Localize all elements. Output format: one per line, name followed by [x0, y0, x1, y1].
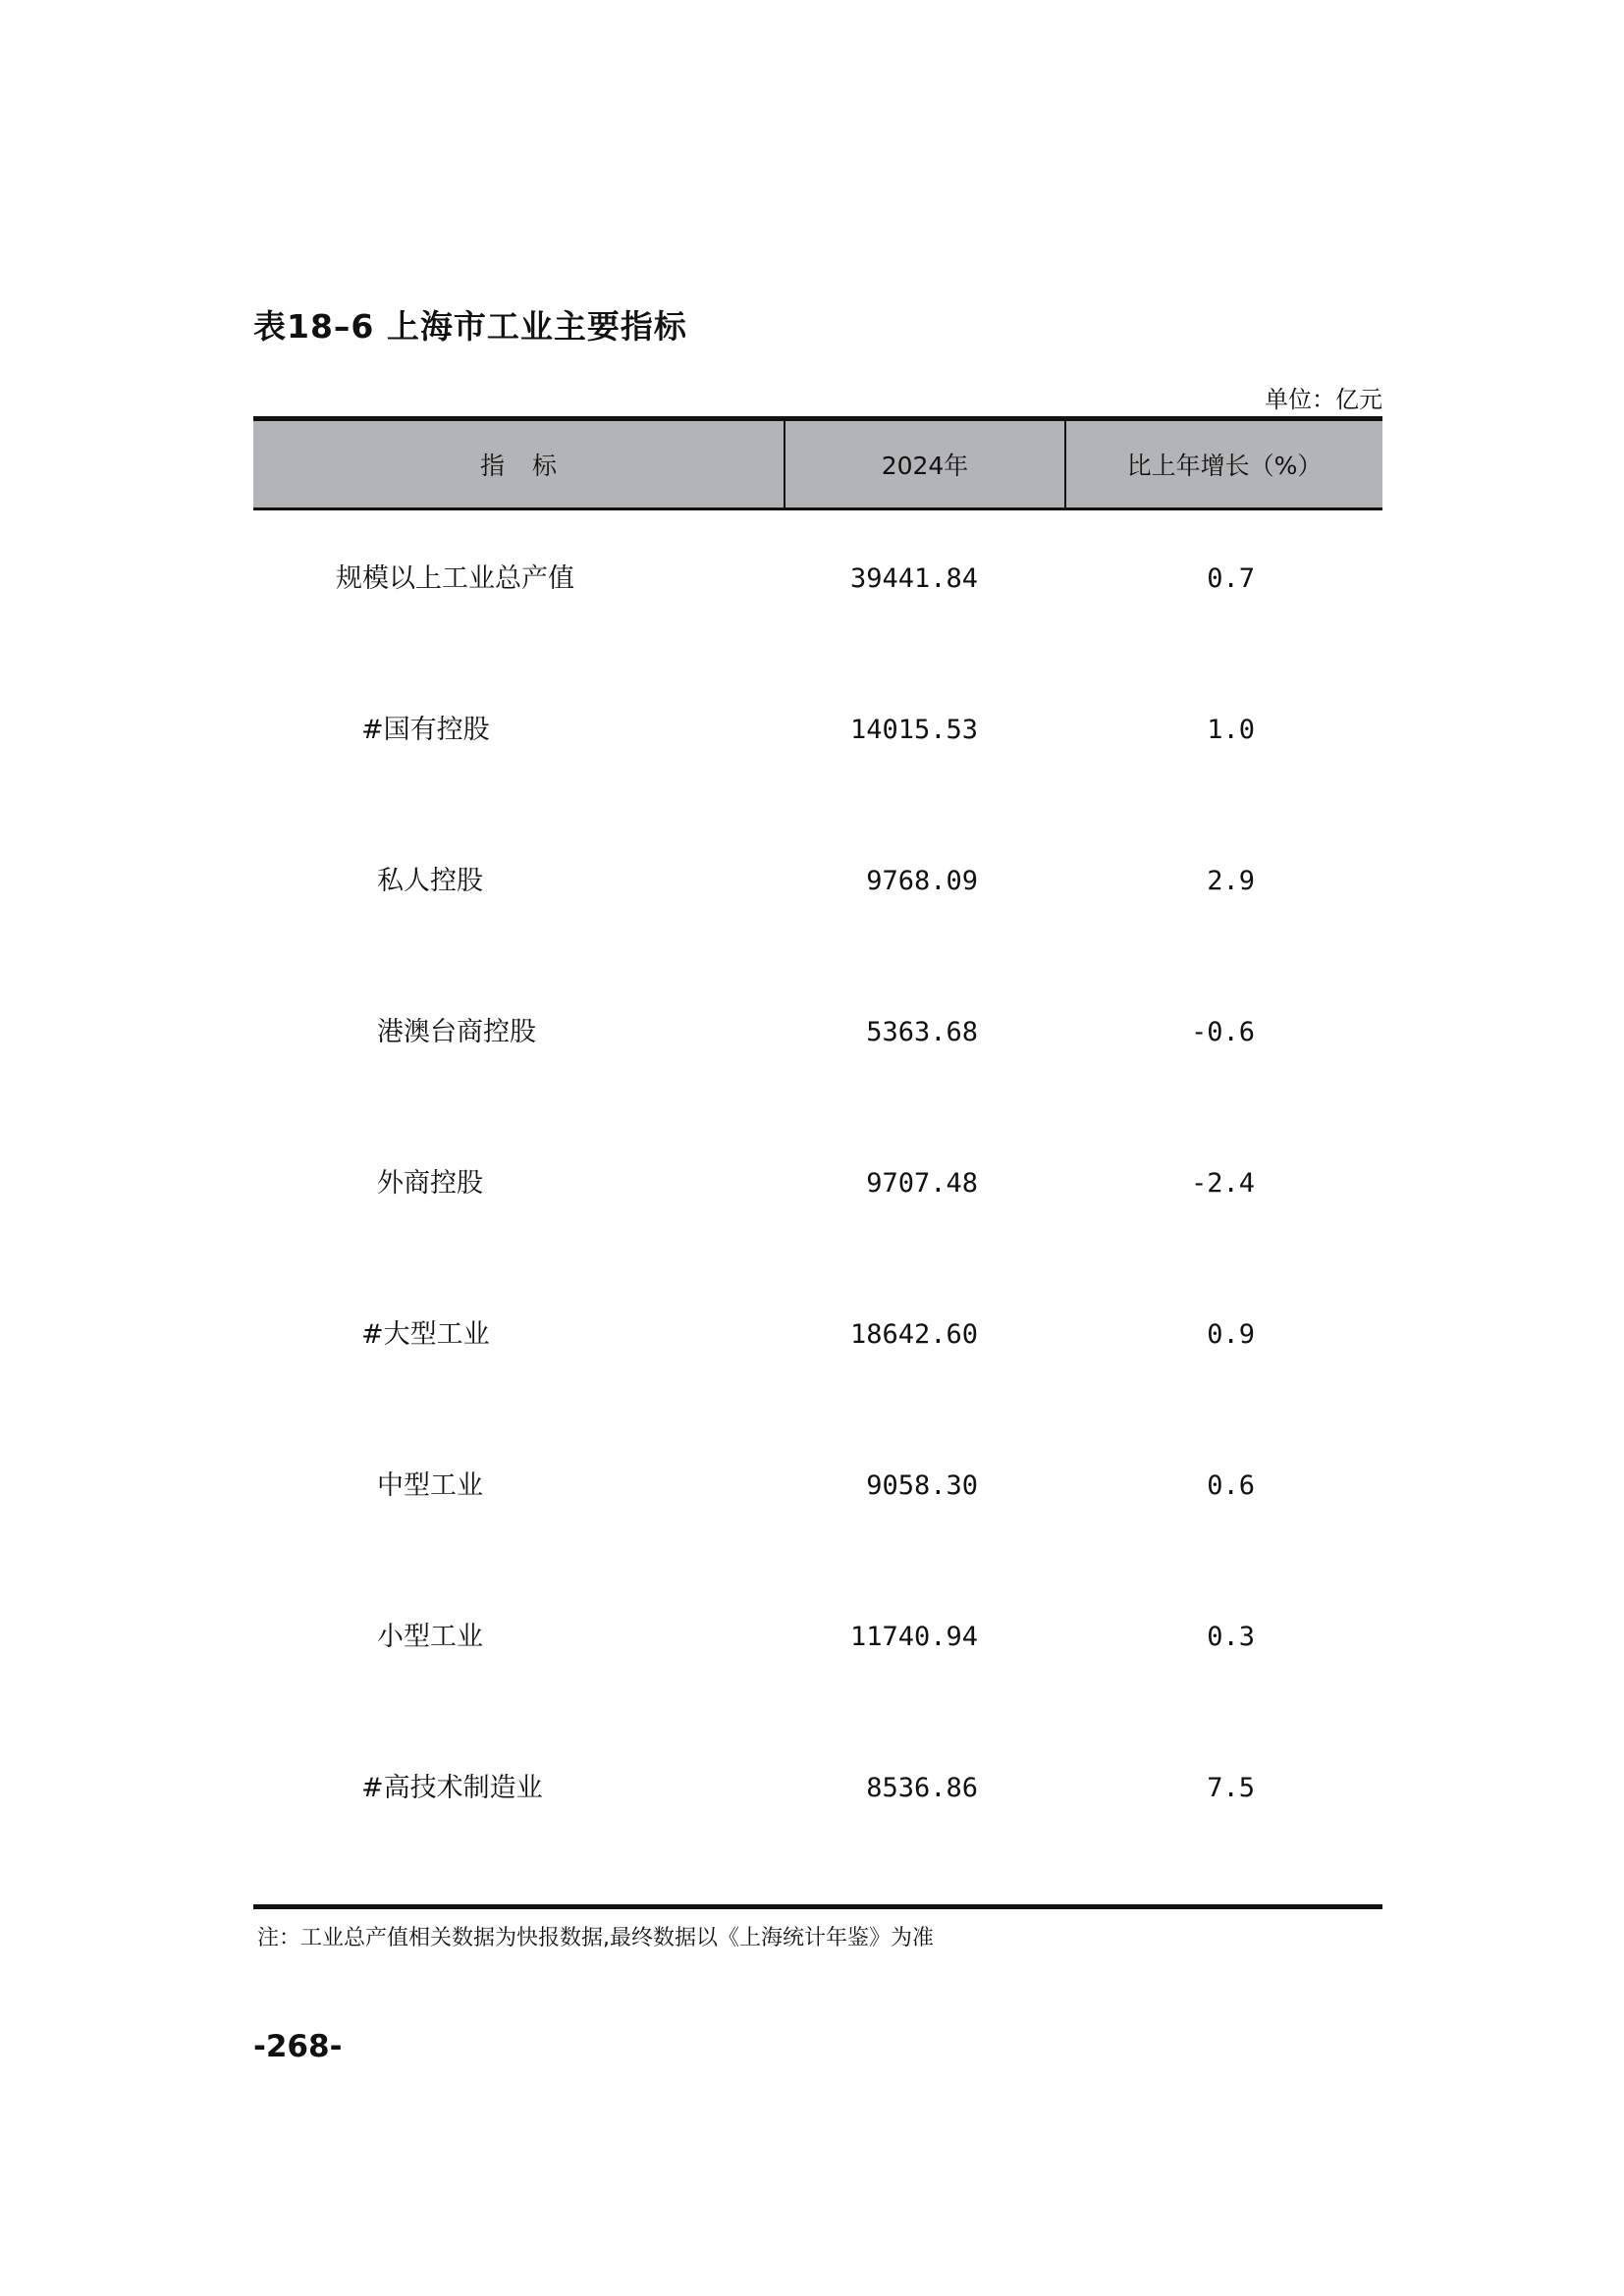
indicator-cell: 中型工业: [377, 1470, 483, 1501]
table-row: [253, 857, 1382, 1008]
value-cell: 14015.53: [849, 715, 978, 745]
indicator-cell: 外商控股: [377, 1168, 483, 1199]
growth-cell: 0.7: [1207, 563, 1255, 594]
growth-cell: 0.9: [1207, 1319, 1255, 1350]
indicator-cell: #高技术制造业: [361, 1773, 543, 1803]
value-cell: 18642.60: [849, 1319, 978, 1350]
header-year: 2024年: [785, 421, 1066, 507]
table-row: [253, 706, 1382, 857]
growth-cell: -2.4: [1190, 1168, 1255, 1199]
indicator-cell: #大型工业: [361, 1319, 490, 1350]
value-cell: 9768.09: [866, 866, 978, 896]
footnote: 注：工业总产值相关数据为快报数据,最终数据以《上海统计年鉴》为准: [257, 1926, 934, 1950]
table-row: [253, 1310, 1382, 1462]
page-title: 表18–6 上海市工业主要指标: [253, 307, 687, 346]
growth-cell: 1.0: [1207, 715, 1255, 745]
indicator-cell: 规模以上工业总产值: [336, 563, 574, 594]
header-growth: 比上年增长（%）: [1126, 452, 1323, 480]
table-bottom-rule: [253, 1904, 1382, 1909]
growth-cell: 0.6: [1207, 1470, 1255, 1501]
growth-cell: 2.9: [1207, 866, 1255, 896]
growth-cell: 0.3: [1207, 1622, 1255, 1652]
value-cell: 8536.86: [866, 1773, 978, 1803]
indicator-cell: 私人控股: [377, 866, 483, 896]
value-cell: 9058.30: [866, 1470, 978, 1501]
value-cell: 5363.68: [866, 1017, 978, 1047]
unit-label: 单位：亿元: [1265, 386, 1382, 413]
growth-cell: -0.6: [1190, 1017, 1255, 1047]
indicator-cell: #国有控股: [361, 715, 490, 745]
table-row: [253, 555, 1382, 706]
header-indicator: 指标: [253, 421, 785, 507]
table-row: [253, 1613, 1382, 1764]
table-row: [253, 1764, 1382, 1915]
indicator-table: [253, 416, 1382, 1915]
table-row: [253, 1008, 1382, 1159]
table-row: [253, 1462, 1382, 1613]
table-body: [253, 510, 1382, 1915]
growth-cell: 7.5: [1207, 1773, 1255, 1803]
page-number: -268-: [253, 2029, 343, 2064]
value-cell: 11740.94: [849, 1622, 978, 1652]
table-row: [253, 1159, 1382, 1310]
indicator-cell: 港澳台商控股: [377, 1017, 536, 1047]
table-header: [253, 421, 1382, 510]
indicator-cell: 小型工业: [377, 1622, 483, 1652]
value-cell: 9707.48: [866, 1168, 978, 1199]
value-cell: 39441.84: [849, 563, 978, 594]
